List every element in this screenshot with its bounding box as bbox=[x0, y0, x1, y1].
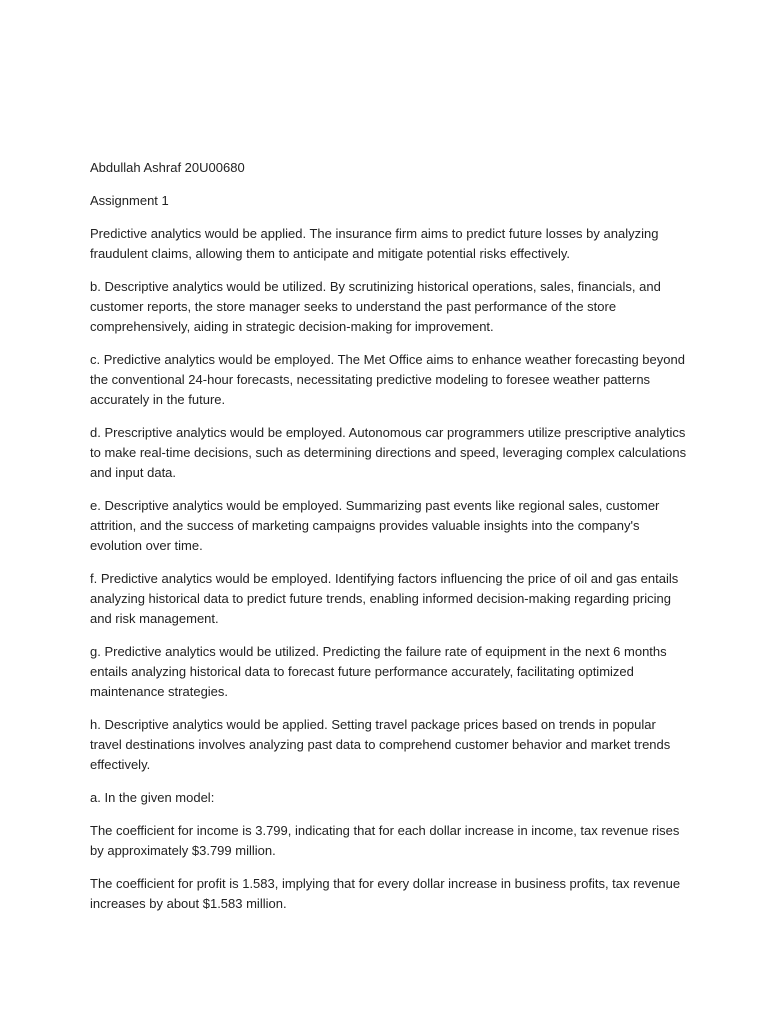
paragraph-model-intro: a. In the given model: bbox=[90, 790, 215, 805]
paragraph-e: e. Descriptive analytics would be employed. Summarizing past events like regional sales, customer attrition, and the success of marketing campaigns provides valuable insights into the company's evolution over time. bbox=[90, 498, 660, 553]
paragraph-d: d. Prescriptive analytics would be employed. Autonomous car programmers utilize prescriptive analytics to make real-time decisions, such as determining directions and speed, leveraging complex calculations and input data. bbox=[90, 425, 687, 480]
paragraph-c: c. Predictive analytics would be employed. The Met Office aims to enhance weather forecasting beyond the conventional 24-hour forecasts, necessitating predictive modeling to foresee weather patterns accurately in the future. bbox=[90, 352, 685, 407]
paragraph-f: f. Predictive analytics would be employed. Identifying factors influencing the price of oil and gas entails analyzing historical data to predict future trends, enabling informed decision-making regarding pricing and risk management. bbox=[90, 571, 679, 626]
author-line: Abdullah Ashraf 20U00680 bbox=[90, 160, 245, 175]
paragraph-predictive-insurance: Predictive analytics would be applied. The insurance firm aims to predict future losses by analyzing fraudulent claims, allowing them to anticipate and mitigate potential risks effectively. bbox=[90, 226, 659, 261]
assignment-title: Assignment 1 bbox=[90, 193, 169, 208]
paragraph-b: b. Descriptive analytics would be utilized. By scrutinizing historical operations, sales, financials, and customer reports, the store manager seeks to understand the past performance of the store comprehensively, aiding in strategic decision-making for improvement. bbox=[90, 279, 661, 334]
paragraph-profit-coefficient: The coefficient for profit is 1.583, implying that for every dollar increase in business profits, tax revenue increases by about $1.583 million. bbox=[90, 876, 681, 911]
paragraph-income-coefficient: The coefficient for income is 3.799, indicating that for each dollar increase in income, tax revenue rises by approximately $3.799 million. bbox=[90, 823, 680, 858]
paragraph-h: h. Descriptive analytics would be applied. Setting travel package prices based on trends in popular travel destinations involves analyzing past data to comprehend customer behavior and market trends effectively. bbox=[90, 717, 671, 772]
document-body bbox=[90, 158, 690, 927]
paragraph-g: g. Predictive analytics would be utilized. Predicting the failure rate of equipment in the next 6 months entails analyzing historical data to forecast future performance accurately, facilitating optimized maintenance strategies. bbox=[90, 644, 667, 699]
